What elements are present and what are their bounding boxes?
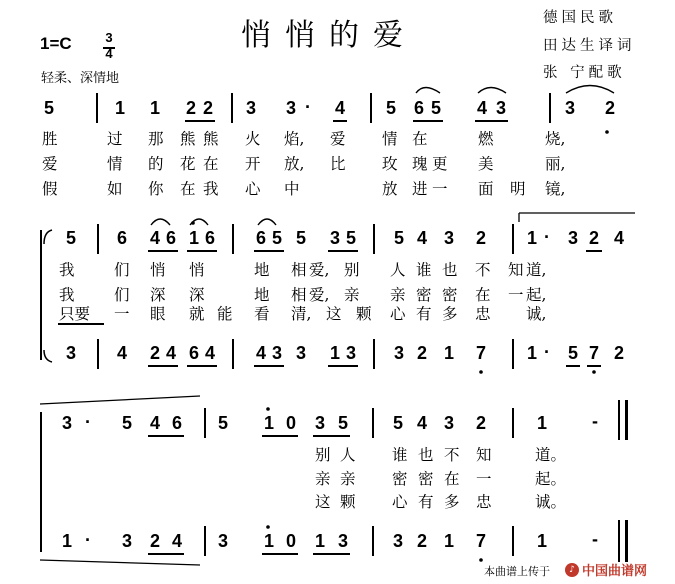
lyric: 我 <box>59 286 75 304</box>
lyric: 面 <box>478 180 494 198</box>
lyric: 别 <box>344 261 360 279</box>
lyric: 起, <box>526 286 547 304</box>
note: 6 <box>205 228 216 248</box>
note: 5 <box>346 228 357 248</box>
lyric: 熊 <box>203 130 219 148</box>
augmentation-dot: · <box>544 342 550 362</box>
lyric: 能 <box>217 305 233 323</box>
lyric: 丽, <box>545 155 566 173</box>
note: 1 <box>537 531 548 551</box>
lyric: 不 <box>475 261 491 279</box>
lyric: 在 <box>180 180 196 198</box>
lyric: 过 <box>107 130 123 148</box>
note: 2 <box>150 343 161 363</box>
slur <box>258 219 276 225</box>
note: 2 <box>203 98 214 118</box>
note: 2 <box>417 531 428 551</box>
lyric: 深 <box>150 286 166 304</box>
lyric: 多 <box>444 493 460 511</box>
note: 3 <box>338 531 349 551</box>
note: 0 <box>286 531 297 551</box>
note: 1 <box>264 413 275 433</box>
lyric: 有 <box>418 493 434 511</box>
lyric: 亲 <box>390 286 406 304</box>
note: 3 <box>496 98 507 118</box>
lyric: 爱, <box>309 286 330 304</box>
lyric: 中 <box>284 180 300 198</box>
note: 7 <box>589 343 600 363</box>
lyric: 放 <box>382 180 398 198</box>
lyric: 火 <box>245 130 261 148</box>
lyric: 也 <box>442 261 458 279</box>
lyric: 悄 <box>150 261 166 279</box>
lyric: 焰, <box>284 130 305 148</box>
augmentation-dot: · <box>85 412 91 432</box>
lyric: 比 <box>330 155 346 173</box>
note: 7 <box>476 343 487 363</box>
site-logo <box>565 560 647 579</box>
lyric: 玫 <box>382 155 398 173</box>
lyric: 有 <box>416 305 432 323</box>
lyric: 多 <box>442 305 458 323</box>
upload-note: 本曲谱上传于 <box>484 565 550 578</box>
lyric: 在 <box>475 286 491 304</box>
lyric: 别 <box>315 446 331 464</box>
lyric: 清, <box>291 305 312 323</box>
note: 1 <box>444 343 455 363</box>
lyric: 一 <box>114 305 130 323</box>
lyric: 颗 <box>356 305 372 323</box>
slur <box>566 86 614 94</box>
note: 4 <box>614 228 625 248</box>
system-bracket-bottom <box>44 350 52 362</box>
note: 1 <box>527 343 538 363</box>
slur <box>478 88 506 94</box>
note: 0 <box>286 413 297 433</box>
lyric: 起。 <box>535 470 567 488</box>
lyric: 就 <box>189 305 205 323</box>
note: 3 <box>393 531 404 551</box>
site-logo-text: 中国曲谱网 <box>582 564 648 579</box>
augmentation-dot: · <box>85 530 91 550</box>
note: 3 <box>568 228 579 248</box>
lyric: 们 <box>114 286 130 304</box>
note: 6 <box>172 413 183 433</box>
site-logo-icon: ♪ <box>565 563 579 577</box>
note: 1 <box>62 531 73 551</box>
note: 1 <box>527 228 538 248</box>
note: 1 <box>264 531 275 551</box>
lyric: 在 <box>203 155 219 173</box>
note: 4 <box>256 343 267 363</box>
note: 3 <box>315 413 326 433</box>
note: 4 <box>417 413 428 433</box>
lyric: 一 <box>476 470 492 488</box>
tempo-mark: 轻柔、深情地 <box>41 71 120 86</box>
lyric: 悄 <box>189 261 205 279</box>
lyric: 道, <box>526 261 547 279</box>
octave-dot <box>266 407 270 411</box>
note: 2 <box>605 98 616 118</box>
lyric: 知 <box>476 446 492 464</box>
lyric: 们 <box>114 261 130 279</box>
lyric: 不 <box>444 446 460 464</box>
lyric: 明 <box>510 180 526 198</box>
note: 5 <box>386 98 397 118</box>
lyric: 爱 <box>42 155 58 173</box>
note: 5 <box>122 413 133 433</box>
note: 4 <box>172 531 183 551</box>
note: 4 <box>150 228 161 248</box>
time-signature-top: 3 <box>105 30 113 45</box>
note: 6 <box>117 228 128 248</box>
system-bracket-top <box>44 230 52 244</box>
note: 1 <box>537 413 548 433</box>
octave-dot <box>266 525 270 529</box>
lyric: 密 <box>416 286 432 304</box>
lyric: 诚。 <box>535 493 567 511</box>
note: 5 <box>296 228 307 248</box>
lyric: 如 <box>107 180 123 198</box>
note: 5 <box>44 98 55 118</box>
lyric: 瑰 <box>412 155 428 173</box>
lyric: 我 <box>203 180 219 198</box>
note: 3 <box>346 343 357 363</box>
note: 6 <box>189 343 200 363</box>
lyric: 胜 <box>42 130 58 148</box>
lyric: 更 <box>432 155 448 173</box>
lyric: 忠 <box>476 493 492 511</box>
lyric: 地 <box>254 286 270 304</box>
note: 4 <box>166 343 177 363</box>
note: 3 <box>246 98 257 118</box>
note: 3 <box>62 413 73 433</box>
octave-dot <box>479 558 483 562</box>
lyric: 镜, <box>545 180 566 198</box>
slur <box>416 88 440 94</box>
note: 3 <box>66 343 77 363</box>
note: - <box>592 411 598 431</box>
note: 3 <box>296 343 307 363</box>
lyric: 诚, <box>526 305 547 323</box>
lyric: 颗 <box>340 493 356 511</box>
lyric: 密 <box>418 470 434 488</box>
note: - <box>592 529 598 549</box>
note: 5 <box>431 98 442 118</box>
note: 1 <box>330 343 341 363</box>
lyric: 花 <box>180 155 196 173</box>
note: 4 <box>335 98 346 118</box>
lyric: 一 <box>508 286 524 304</box>
key-signature: 1=C <box>40 34 72 53</box>
note: 3 <box>218 531 229 551</box>
ending-bracket <box>40 560 200 565</box>
note: 1 <box>150 98 161 118</box>
time-signature-bottom: 4 <box>105 46 113 61</box>
credit-composer: 德国民歌 <box>543 10 617 26</box>
octave-dot <box>479 370 483 374</box>
lyric: 亲 <box>315 470 331 488</box>
note: 3 <box>330 228 341 248</box>
note: 5 <box>568 343 579 363</box>
lyric: 心 <box>392 493 408 511</box>
lyric: 在 <box>412 130 428 148</box>
note: 1 <box>444 531 455 551</box>
note: 3 <box>272 343 283 363</box>
lyric: 谁 <box>392 446 408 464</box>
lyric: 眼 <box>150 305 166 323</box>
note: 3 <box>122 531 133 551</box>
lyric: 只要 <box>59 305 91 323</box>
credit-lyricist: 田达生译词 <box>543 38 636 54</box>
note: 5 <box>66 228 77 248</box>
lyric: 那 <box>148 130 164 148</box>
slur <box>151 219 170 225</box>
note: 3 <box>565 98 576 118</box>
note: 1 <box>189 228 200 248</box>
lyric: 美 <box>478 155 494 173</box>
note: 2 <box>614 343 625 363</box>
note: 4 <box>205 343 216 363</box>
note: 2 <box>186 98 197 118</box>
note: 1 <box>315 531 326 551</box>
note: 6 <box>166 228 177 248</box>
note: 2 <box>417 343 428 363</box>
lyric: 的 <box>148 155 164 173</box>
credit-arranger: 张 宁配歌 <box>543 65 626 81</box>
lyric: 忠 <box>475 305 491 323</box>
lyric: 相 <box>291 286 307 304</box>
lyric: 燃 <box>478 130 494 148</box>
note: 5 <box>272 228 283 248</box>
lyric: 相 <box>291 261 307 279</box>
ending-bracket <box>40 396 200 404</box>
note: 3 <box>444 413 455 433</box>
note: 5 <box>394 228 405 248</box>
octave-dot <box>605 130 609 134</box>
note: 7 <box>476 531 487 551</box>
note: 5 <box>338 413 349 433</box>
lyric: 也 <box>418 446 434 464</box>
augmentation-dot: · <box>305 97 311 117</box>
lyric: 开 <box>245 155 261 173</box>
lyric: 深 <box>189 286 205 304</box>
note: 6 <box>414 98 425 118</box>
lyric: 心 <box>245 180 261 198</box>
lyric: 我 <box>59 261 75 279</box>
note: 5 <box>218 413 229 433</box>
lyric: 地 <box>254 261 270 279</box>
lyric: 爱 <box>330 130 346 148</box>
lyric: 在 <box>444 470 460 488</box>
lyric: 密 <box>442 286 458 304</box>
note: 2 <box>589 228 600 248</box>
lyric: 人 <box>340 446 356 464</box>
lyric: 你 <box>148 180 164 198</box>
note: 1 <box>115 98 126 118</box>
note: 6 <box>256 228 267 248</box>
lyric: 假 <box>42 180 58 198</box>
lyric: 心 <box>390 305 406 323</box>
octave-dot <box>592 370 596 374</box>
lyric: 密 <box>392 470 408 488</box>
note: 5 <box>393 413 404 433</box>
lyric: 烧, <box>545 130 566 148</box>
note: 4 <box>150 413 161 433</box>
note: 4 <box>117 343 128 363</box>
lyric: 亲 <box>344 286 360 304</box>
song-title: 悄悄的爱 <box>241 18 417 53</box>
lyric: 放, <box>284 155 305 173</box>
lyric: 人 <box>390 261 406 279</box>
lyric: 这 <box>326 305 342 323</box>
note: 2 <box>476 228 487 248</box>
lyric: 进 <box>412 180 428 198</box>
lyric: 道。 <box>535 446 567 464</box>
note: 3 <box>444 228 455 248</box>
lyric: 知 <box>508 261 524 279</box>
note: 2 <box>150 531 161 551</box>
lyric: 一 <box>432 180 448 198</box>
lyric: 爱, <box>309 261 330 279</box>
note: 2 <box>476 413 487 433</box>
lyric: 情 <box>107 155 123 173</box>
lyric: 这 <box>315 493 331 511</box>
note: 3 <box>286 98 297 118</box>
note: 4 <box>417 228 428 248</box>
note: 3 <box>394 343 405 363</box>
lyric: 熊 <box>180 130 196 148</box>
augmentation-dot: · <box>544 227 550 247</box>
lyric: 看 <box>254 305 270 323</box>
lyric: 谁 <box>416 261 432 279</box>
lyric: 亲 <box>340 470 356 488</box>
lyric: 情 <box>382 130 398 148</box>
note: 4 <box>477 98 488 118</box>
